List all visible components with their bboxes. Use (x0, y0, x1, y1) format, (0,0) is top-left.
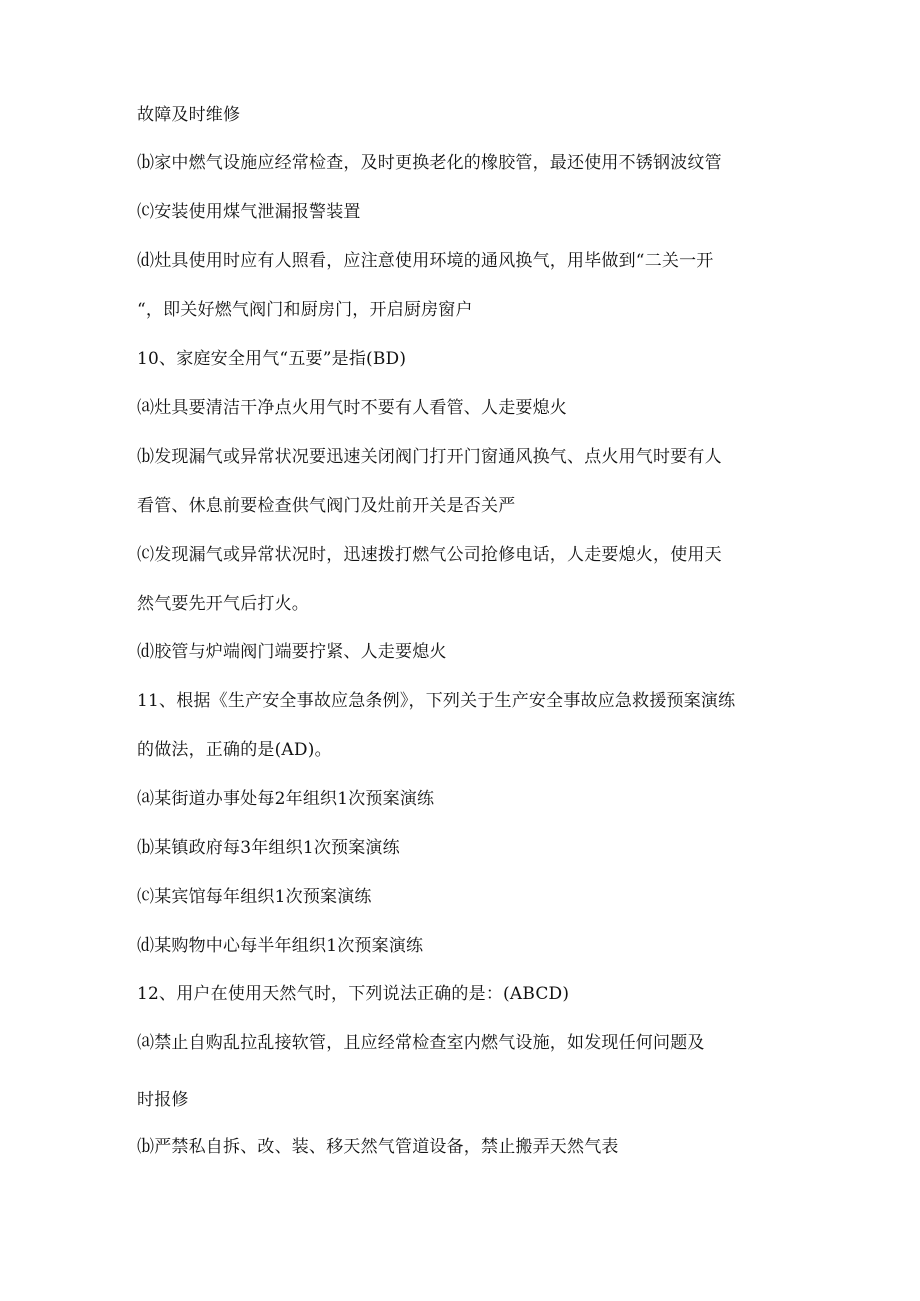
option-a-line: ⒜某街道办事处每2年组织1次预案演练 (137, 789, 435, 809)
option-b-line: ⒝严禁私自拆、改、装、移天然气管道设备，禁止搬弄天然气表 (137, 1137, 619, 1157)
option-c-line: ⒞安装使用煤气泄漏报警装置 (137, 202, 361, 222)
question-10: 10、家庭安全用气“五要”是指(BD) (137, 349, 407, 369)
text-line: 的做法，正确的是(AD)。 (137, 740, 332, 760)
option-d-line: ⒟灶具使用时应有人照看，应注意使用环境的通风换气，用毕做到“二关一开 (137, 251, 714, 271)
option-d-line: ⒟胶管与炉端阀门端要拧紧、人走要熄火 (137, 642, 447, 662)
option-c-line: ⒞某宾馆每年组织1次预案演练 (137, 887, 372, 907)
question-11: 11、根据《生产安全事故应急条例》，下列关于生产安全事故应急救援预案演练 (137, 691, 736, 711)
option-c-line: ⒞发现漏气或异常状况时，迅速拨打燃气公司抢修电话，人走要熄火，使用天 (137, 545, 722, 565)
option-b-line: ⒝发现漏气或异常状况要迅速关闭阀门打开门窗通风换气、点火用气时要有人 (137, 447, 722, 467)
option-d-line: ⒟某购物中心每半年组织1次预案演练 (137, 936, 424, 956)
option-a-line: ⒜禁止自购乱拉乱接软管，且应经常检查室内燃气设施，如发现任何问题及 (137, 1033, 705, 1053)
text-line: 看管、休息前要检查供气阀门及灶前开关是否关严 (137, 496, 516, 516)
text-line: “，即关好燃气阀门和厨房门，开启厨房窗户 (137, 300, 473, 320)
text-line: 故障及时维修 (137, 105, 241, 125)
option-a-line: ⒜灶具要清洁干净点火用气时不要有人看管、人走要熄火 (137, 398, 567, 418)
question-12: 12、用户在使用天然气时，下列说法正确的是：(ABCD) (137, 984, 570, 1004)
text-line: 时报修 (137, 1090, 189, 1110)
option-b-line: ⒝某镇政府每3年组织1次预案演练 (137, 838, 400, 858)
option-b-line: ⒝家中燃气设施应经常检查，及时更换老化的橡胶管，最还使用不锈钢波纹管 (137, 153, 722, 173)
text-line: 然气要先开气后打火。 (137, 594, 309, 614)
